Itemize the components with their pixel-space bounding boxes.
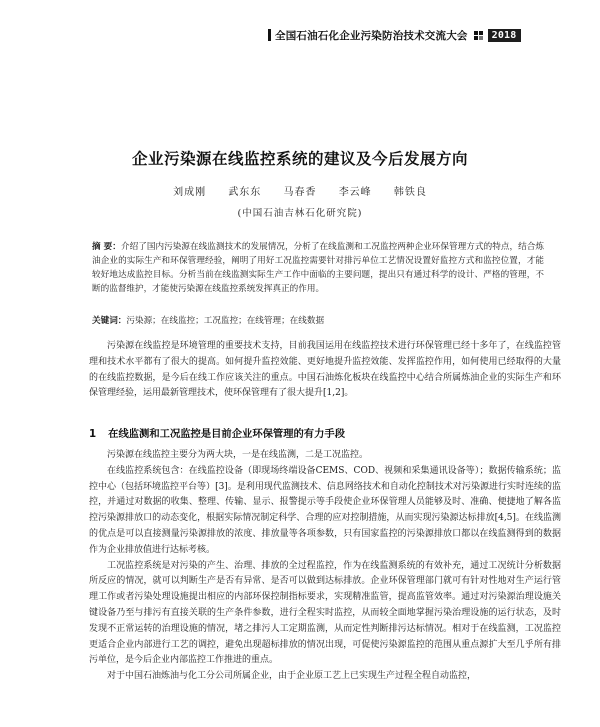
body-paragraph: 污染源在线监控主要分为两大块，一是在线监测，二是工况监控。 bbox=[107, 450, 369, 460]
four-square-icon bbox=[474, 31, 483, 40]
conference-year: 2018 bbox=[488, 29, 521, 42]
affiliation: (中国石油吉林石化研究院) bbox=[237, 208, 363, 219]
intro-paragraph: 污染源在线监控是环境管理的重要技术支持，目前我国运用在线监控技术进行环保管理已经十多年了，在线监控管理和技术水平都有了很大的提高。如何提升监控效能、更好地提升监控效能、发挥监控作用，如何使用已经取得的大量的在线监控数据，是今后在线工作应该关注的重点。中国石油炼化板块在线监控中心结合所属炼油企业的实际生产和环保管理经验，运用最新管理技术，使环保管理有了很大提升[1,2]。 bbox=[89, 341, 561, 399]
author: 韩铁良 bbox=[393, 187, 427, 198]
author: 马春香 bbox=[283, 187, 317, 198]
author: 武东东 bbox=[228, 187, 262, 198]
abstract bbox=[92, 240, 544, 296]
section-body bbox=[89, 448, 561, 685]
body-paragraph: 对于中国石油炼油与化工分公司所属企业，由于企业原工艺上已实现生产过程全程自动监控， bbox=[107, 671, 477, 682]
author: 李云峰 bbox=[338, 187, 372, 198]
section-title: 在线监测和工况监控是目前企业环保管理的有力手段 bbox=[108, 428, 345, 440]
keywords-label: 关键词： bbox=[92, 316, 127, 326]
conference-name: 全国石油石化企业污染防治技术交流大会 bbox=[275, 29, 468, 42]
abstract-text: 介绍了国内污染源在线监测技术的发展情况，分析了在线监测和工况监控两种企业环保管理方式的特点，结合炼油企业的实际生产和环保管理经验，阐明了用好工况监控需要针对排污单位工艺情况设置好监控方式和监控位置，才能较好地达成监控目标。分析当前在线监测实际生产工作中面临的主要问题，提出只有通过科学的设计、严格的管理，不断的监督维护，才能使污染源在线监控系统发挥真正的作用。 bbox=[92, 242, 544, 294]
author: 刘成刚 bbox=[173, 187, 207, 198]
keywords bbox=[92, 314, 544, 328]
body-paragraph: 工况监控系统是对污染的产生、治理、排放的全过程监控，作为在线监测系统的有效补充，通过工况统计分析数据所反应的情况，就可以判断生产是否有异常、是否可以做到达标排放。企业环保管理部门就可有针对性地对生产运行管理工作或者污染处理设施提出相应的内部环保控制指标要求，实现精准监管，提高监管效率。通过对污染源治理设施关键设备乃至与排污有直接关联的生产条件参数，进行全程实时监控，从而较全面地掌握污染治理设施的运行状态，及时发现不正常运转的治理设施的情况，堵之排污人工定期监测，从而定性判断排污达标情况。相对于在线监测，工况监控更适合企业内部进行工艺的调控，避免出现超标排放的情况出现，可促使污染源监控的范围从重点源扩大至几乎所有排污单位，是今后企业内部监控工作推进的重点。 bbox=[89, 560, 561, 666]
keywords-text: 污染源；在线监控；工况监控；在线管理；在线数据 bbox=[126, 316, 325, 326]
author-list bbox=[0, 183, 600, 198]
abstract-label: 摘 要： bbox=[92, 242, 121, 252]
conference-header bbox=[268, 27, 573, 43]
intro-section bbox=[89, 339, 561, 402]
body-paragraph: 在线监控系统包含：在线监控设备（即现场终端设备CEMS、COD、视频和采集通讯设备等）；数据传输系统；监控中心（包括环境监控平台等）[3]。是利用现代监测技术、信息网络技术和自动化控制技术对污染源进行实时连续的监控，并通过对数据的收集、整理、传输、显示、报警提示等手段使企业环保管理人员能够及时、准确、便捷地了解各监控污染源排放口的动态变化，根据实际情况制定科学、合理的应对控制措施，从而实现污染源达标排放[4,5]。在线监测的优点是可以直接测量污染源排放的浓度、排放量等各项参数，只有国家监控的污染源排放口都以在线监测得到的数据作为企业排放值进行达标考核。 bbox=[89, 465, 561, 555]
paper-title: 企业污染源在线监控系统的建议及今后发展方向 bbox=[131, 150, 468, 168]
section-heading bbox=[89, 425, 561, 440]
header-bar-icon bbox=[268, 29, 271, 41]
section-number: 1 bbox=[89, 428, 97, 440]
